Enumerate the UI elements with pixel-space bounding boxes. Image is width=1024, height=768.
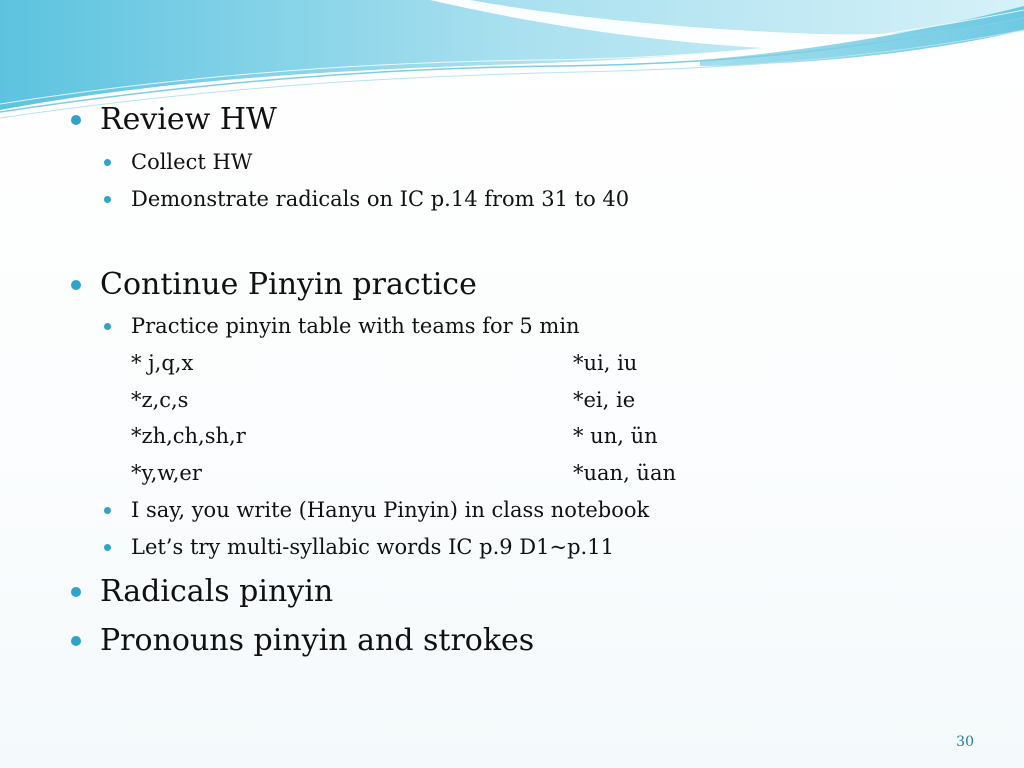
bullet-icon (104, 196, 111, 203)
bullet-level2-text: I say, you write (Hanyu Pinyin) in class notebook (131, 498, 650, 522)
pinyin-row-left: *y,w,er (131, 461, 202, 485)
pinyin-row-left: *zh,ch,sh,r (131, 424, 246, 448)
bullet-icon (71, 280, 81, 290)
bullet-icon (71, 587, 81, 597)
pinyin-row-right: * un, ün (573, 424, 658, 448)
bullet-level1-text: Radicals pinyin (100, 574, 334, 609)
pinyin-row-right: *ei, ie (573, 388, 636, 412)
bullet-level2-text: Let’s try multi-syllabic words IC p.9 D1~p.11 (131, 535, 614, 559)
bullet-level1-text: Review HW (100, 102, 277, 137)
pinyin-row-right: *ui, iu (573, 351, 638, 375)
bullet-icon (104, 544, 111, 551)
bullet-icon (71, 115, 81, 125)
bullet-level2-text: Practice pinyin table with teams for 5 min (131, 314, 580, 338)
bullet-icon (104, 159, 111, 166)
bullet-level2-text: Demonstrate radicals on IC p.14 from 31 to 40 (131, 187, 630, 211)
bullet-icon (104, 507, 111, 514)
pinyin-row-right: *uan, üan (573, 461, 676, 485)
bullet-icon (104, 323, 111, 330)
bullet-level1-text: Continue Pinyin practice (100, 267, 477, 302)
pinyin-row-left: * j,q,x (131, 351, 194, 375)
pinyin-row-left: *z,c,s (131, 388, 189, 412)
bullet-icon (71, 636, 81, 646)
page-number: 30 (956, 734, 974, 750)
bullet-level1-text: Pronouns pinyin and strokes (100, 623, 535, 658)
bullet-level2-text: Collect HW (131, 150, 253, 174)
